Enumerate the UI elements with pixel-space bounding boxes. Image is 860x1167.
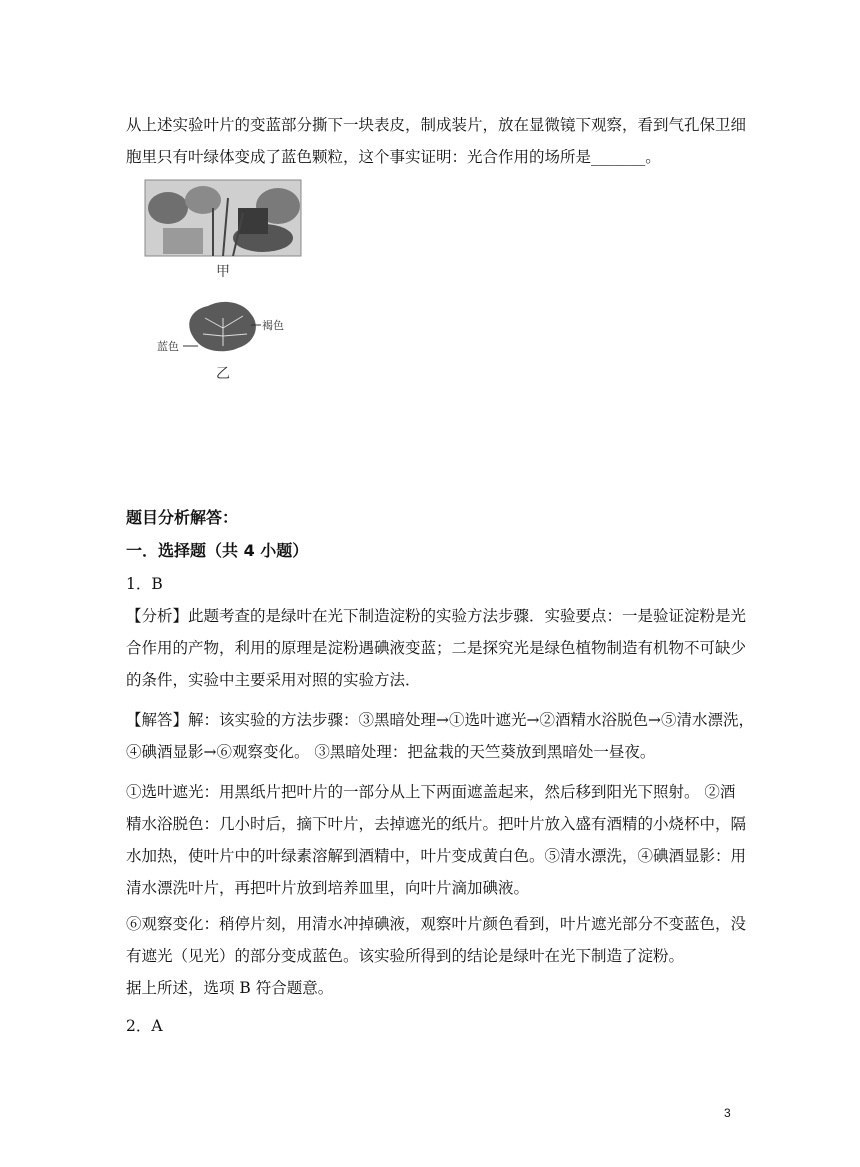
q1-answer: 1．B — [126, 575, 163, 593]
q1-line: 【分析】此题考查的是绿叶在光下制造淀粉的实验方法步骤．实验要点：一是验证淀粉是光 — [126, 607, 747, 625]
q1-line: ④碘酒显影→⑥观察变化。 ③黑暗处理：把盆栽的天竺葵放到黑暗处一昼夜。 — [126, 743, 656, 761]
covered-leaf — [238, 208, 268, 234]
label-brown: 褐色 — [262, 319, 284, 332]
q1-line: ⑥观察变化：稍停片刻，用清水冲掉碘液，观察叶片颜色看到，叶片遮光部分不变蓝色，没 — [126, 915, 747, 933]
plant-illustration — [143, 178, 303, 388]
q1-line: 据上所述，选项 B 符合题意。 — [126, 979, 334, 997]
intro-line-1: 从上述实验叶片的变蓝部分撕下一块表皮，制成装片，放在显微镜下观察，看到气孔保卫细 — [126, 116, 747, 134]
page-number: 3 — [724, 1106, 731, 1120]
experiment-figure — [143, 178, 303, 388]
q2-answer: 2．A — [126, 1017, 163, 1035]
label-blue: 蓝色 — [157, 340, 179, 353]
figure-label-bottom: 乙 — [216, 366, 230, 382]
q1-line: 合作用的产物，利用的原理是淀粉遇碘液变蓝；二是探究光是绿色植物制造有机物不可缺少 — [126, 639, 747, 657]
q1-line: 清水漂洗叶片，再把叶片放到培养皿里，向叶片滴加碘液。 — [126, 879, 530, 897]
figure-label-top: 甲 — [216, 264, 230, 280]
q1-line: 有遮光（见光）的部分变成蓝色。该实验所得到的结论是绿叶在光下制造了淀粉。 — [126, 947, 685, 965]
q1-line: 精水浴脱色：几小时后，摘下叶片，去掉遮光的纸片。把叶片放入盛有酒精的小烧杯中，隔 — [126, 815, 747, 833]
q1-line: 的条件，实验中主要采用对照的实验方法． — [126, 671, 421, 689]
q1-line: ①选叶遮光：用黑纸片把叶片的一部分从上下两面遮盖起来，然后移到阳光下照射。 ②酒 — [126, 783, 736, 801]
section-title: 一．选择题（共 4 小题） — [126, 541, 309, 560]
q1-line: 水加热，使叶片中的叶绿素溶解到酒精中，叶片变成黄白色。⑤清水漂洗，④碘酒显影：用 — [126, 847, 747, 865]
intro-line-2: 胞里只有叶绿体变成了蓝色颗粒，这个事实证明：光合作用的场所是_______。 — [126, 148, 661, 166]
analysis-title: 题目分析解答： — [126, 508, 239, 527]
q1-line: 【解答】解：该实验的方法步骤：③黑暗处理→①选叶遮光→②酒精水浴脱色→⑤清水漂洗， — [126, 711, 754, 729]
